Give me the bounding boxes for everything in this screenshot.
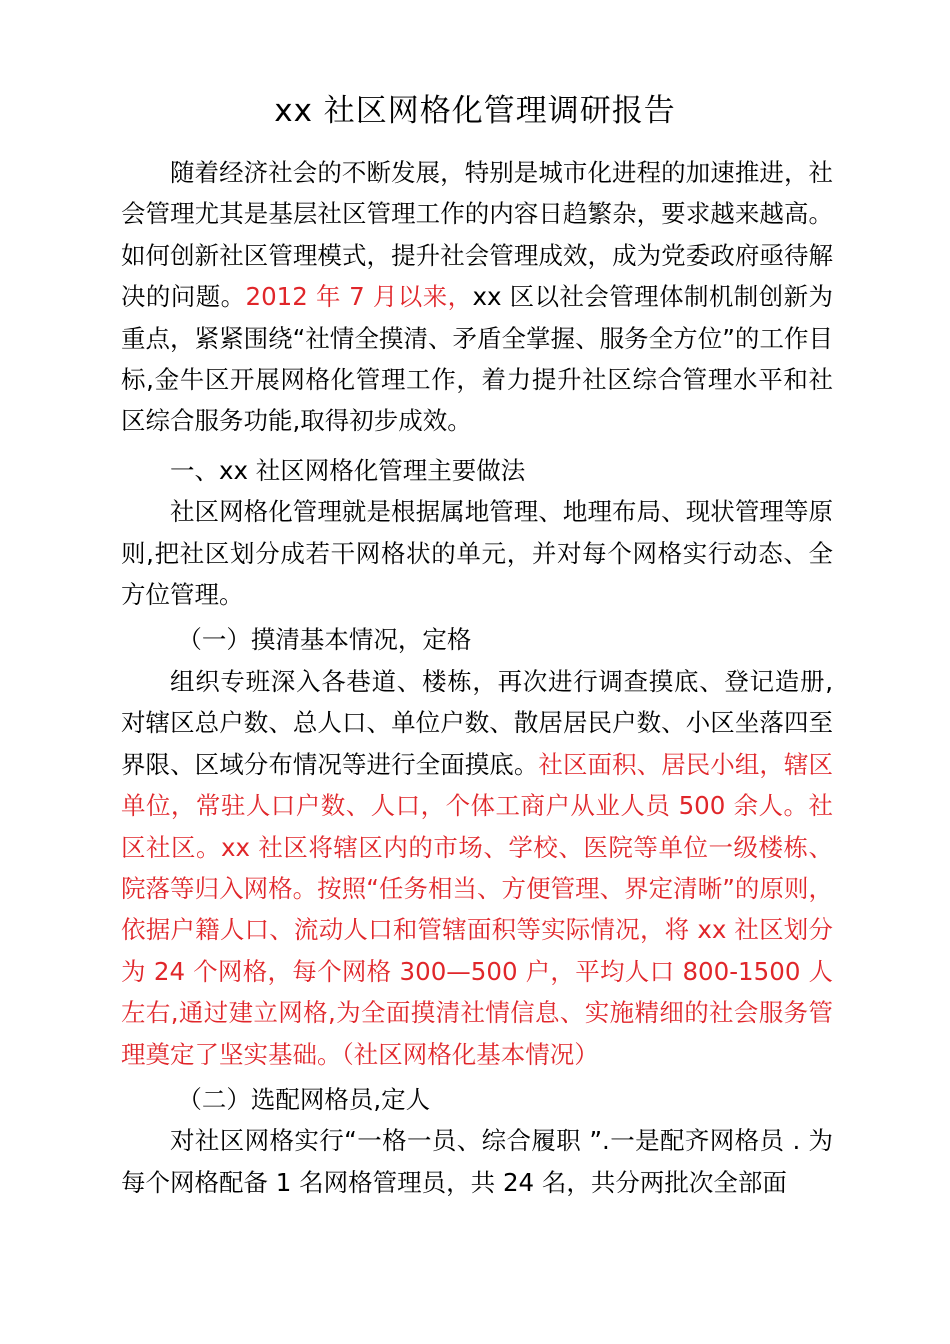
subsection1-text: 组织专班深入各巷道、楼栋，再次进行调查摸底、登记造册,对辖区总户数、总人口、单位户数、散居居民户数、小区坐落四至界限、区域分布情况等进行全面摸底。: [121, 666, 833, 779]
subsection1-heading: （一）摸清基本情况，定格: [177, 625, 472, 655]
section1-paragraph: 社区网格化管理就是根据属地管理、地理布局、现状管理等原则,把社区划分成若干网格状的单元，并对每个网格实行动态、全方位管理。: [121, 497, 833, 610]
subsection1-text-red: 社区面积、居民小组，辖区单位，常驻人口户数、人口，个体工商户从业人员 500 余人。社区社区。xx 社区将辖区内的市场、学校、医院等单位一级楼栋、院落等归入网格。按照“任务相当、方便管理、界定清晰”的原则，依据户籍人口、流动人口和管辖面积等实际情况，将 xx 社区划分为 24 个网格，每个网格 300—500 户，平均人口 800-1500 人左右,通过建立网格,为全面摸清社情信息、实施精细的社会服务管理奠定了坚实基础。（社区网格化基本情况）: [121, 749, 834, 1069]
subsection2-heading: （二）选配网格员,定人: [177, 1084, 431, 1114]
intro-text-red: 2012 年 7 月以来，: [245, 282, 473, 312]
document-body: [121, 152, 833, 1203]
subsection2-paragraph: 对社区网格实行“一格一员、综合履职 ”.一是配齐网格员 . 为每个网格配备 1 名网格管理员，共 24 名，共分两批次全部面: [121, 1126, 833, 1197]
intro-text-2: xx 区以社会管理体制机制创新为重点，紧紧围绕“社情全摸清、矛盾全掌握、服务全方位”的工作目标,金牛区开展网格化管理工作，着力提升社区综合管理水平和社区综合服务功能,取得初步成效。: [121, 282, 833, 436]
intro-text-1: 随着经济社会的不断发展，特别是城市化进程的加速推进，社会管理尤其是基层社区管理工作的内容日趋繁杂，要求越来越高。如何创新社区管理模式，提升社会管理成效，成为党委政府亟待解决的问题。: [121, 158, 833, 312]
section1-heading: 一、xx 社区网格化管理主要做法: [170, 455, 526, 485]
subsection1-paragraph: [121, 661, 833, 1075]
document-title: xx 社区网格化管理调研报告: [274, 93, 676, 129]
intro-paragraph: [121, 152, 833, 442]
